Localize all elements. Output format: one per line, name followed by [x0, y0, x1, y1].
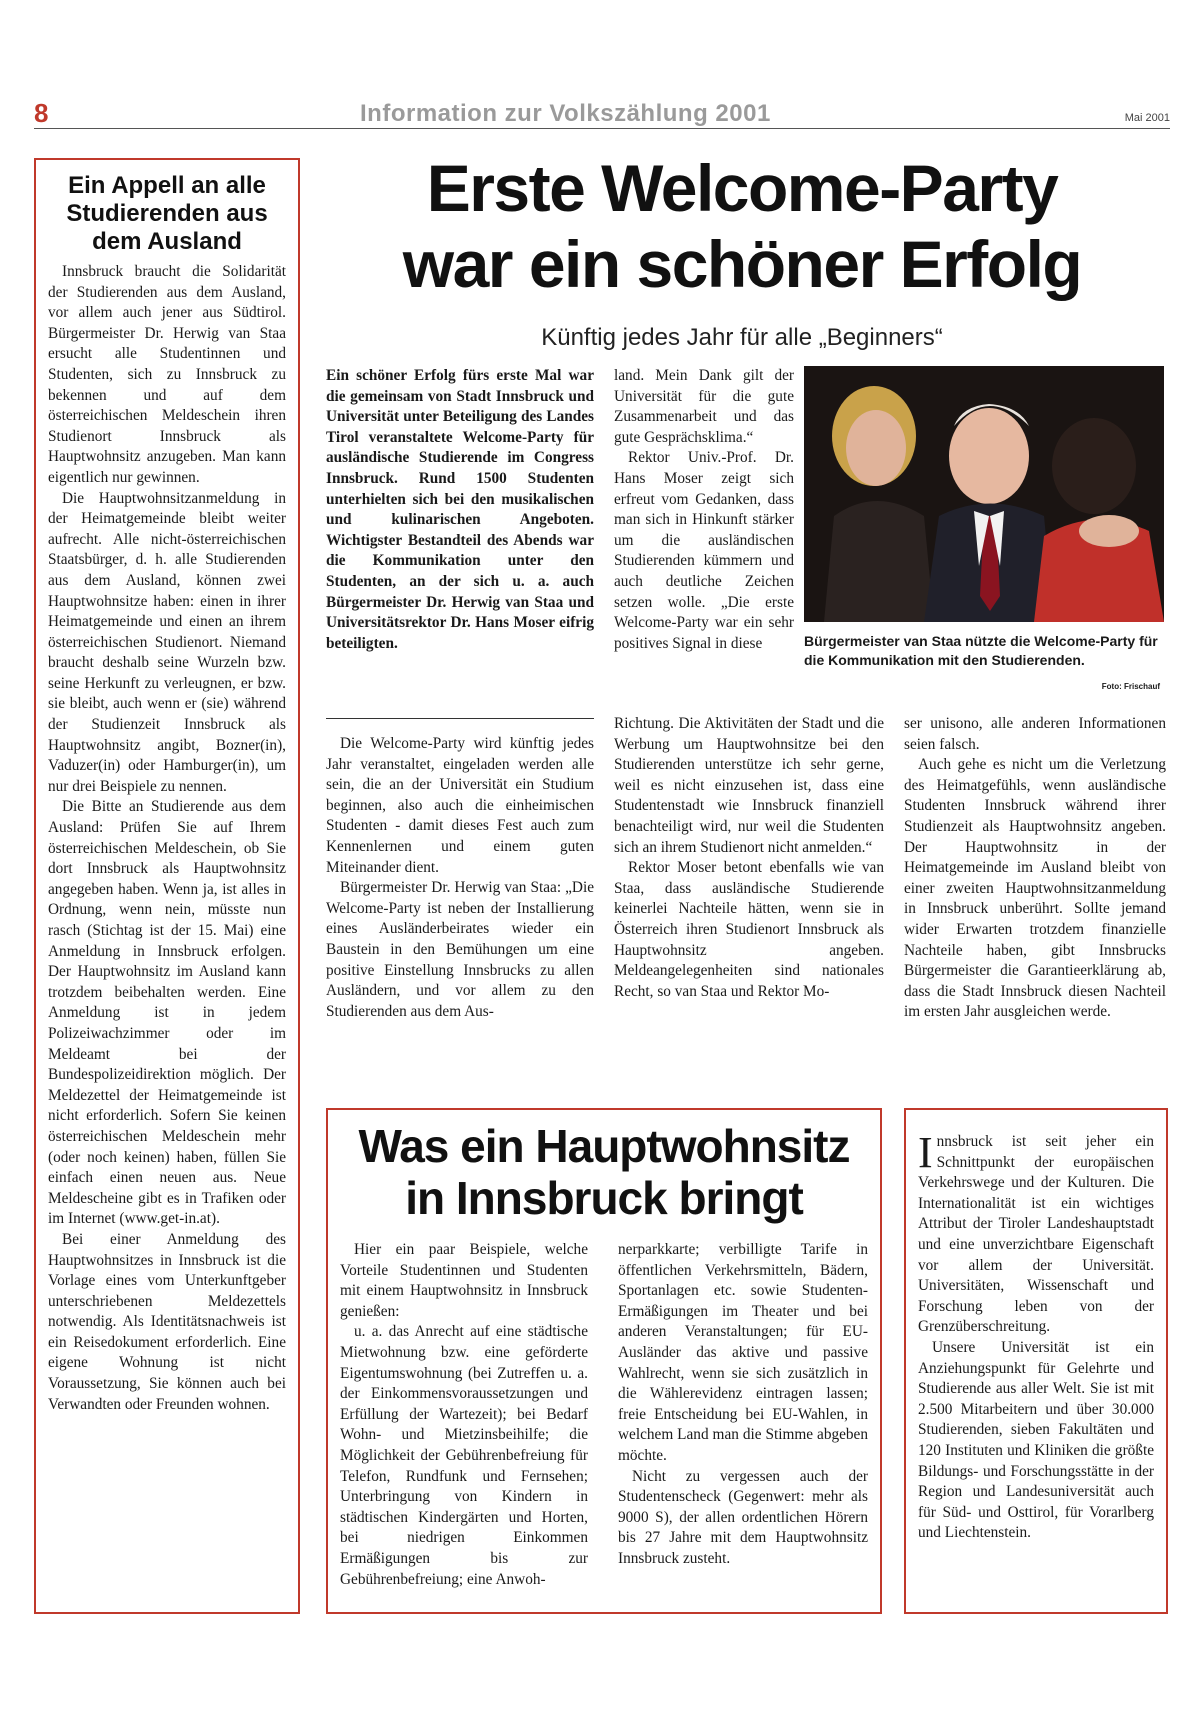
sidebar-box — [34, 158, 300, 1614]
box-headline — [338, 1120, 870, 1224]
article-column-3 — [904, 714, 1166, 1023]
lead-rule — [326, 718, 594, 719]
box-column-1 — [340, 1240, 588, 1590]
drop-cap: I — [918, 1128, 933, 1177]
right-box-paragraph — [918, 1128, 1154, 1338]
box-article — [326, 1108, 882, 1614]
article-subheadline: Künftig jedes Jahr für alle „Beginners“ — [541, 324, 943, 351]
running-title: Information zur Volkszählung 2001 — [360, 100, 771, 127]
article-paragraph: Die Welcome-Party wird künftig jedes Jahr veranstaltet, eingeladen werden alle sein, die an der Universität ein Studium beginnen, also auch die einheimischen Studenten - damit dieses Fest auch zum Kennenlernen und einem guten Miteinander dient. — [326, 735, 594, 876]
article-column-2-bottom — [614, 714, 884, 1002]
article-column-2-top — [614, 366, 794, 654]
article-lead: Ein schöner Erfolg fürs erste Mal war die gemeinsam von Stadt Innsbruck und Universität unter Beteiligung des Landes Tirol veranstaltete Welcome-Party für ausländische Studierende im Congress Innsbruck. Rund 1500 Studenten unterhielten sich bei den musikalischen und kulinarischen Angeboten. Wichtigster Bestandteil des Abends war die Kommunikation unter den Studenten, an der sich u. a. auch Bürgermeister Dr. Herwig van Staa und Universitätsrektor Dr. Hans Moser eifrig beteiligten. — [326, 367, 594, 652]
sidebar-paragraph: Die Hauptwohnsitzanmeldung in der Heimatgemeinde bleibt weiter aufrecht. Alle nicht-österreichischen Staatsbürger, d. h. alle Studierenden aus dem Ausland, können zwei Hauptwohnsitze haben: einen in ihrer Heimatgemeinde und einen an ihrem österreichischen Studienort. Niemand braucht deshalb seine Wurzeln bzw. seine Herkunft zu verleugnen, er bzw. sie bleibt, auch wenn er (sie) während der Studienzeit Innsbruck als Hauptwohnsitz angibt, Bozner(in), Vaduzer(in) oder Hamburger(in), um nur drei Beispiele zu nennen. — [48, 489, 286, 795]
box-headline-line-1: Was ein Hauptwohnsitz — [358, 1120, 850, 1172]
article-paragraph: Richtung. Die Aktivitäten der Stadt und die Werbung um Hauptwohnsitze bei den Studierenden unterstütze ich sehr gerne, weil es nicht einzusehen ist, dass eine Studentenstadt wie Innsbruck finanziell benachteiligt wird, nur weil die Studenten sich an ihrem Studienort nicht anmelden.“ — [614, 715, 884, 856]
photo-credit: Foto: Frischauf — [1101, 682, 1160, 691]
article-headline — [322, 150, 1162, 302]
article-paragraph: Rektor Univ.-Prof. Dr. Hans Moser zeigt sich erfreut vom Gedanken, dass man sich in Hinkunft stärker um die ausländischen Studierenden kümmern und auch deutliche Zeichen setzen wolle. „Die erste Welcome-Party war ein sehr positives Signal in diese — [614, 449, 794, 652]
box-headline-line-2: in Innsbruck bringt — [405, 1172, 803, 1224]
issue-date: Mai 2001 — [1124, 112, 1170, 124]
right-box-text: nnsbruck ist seit jeher ein Schnittpunkt der europäischen Verkehrswege und der Kulturen. Die Internationalität ist ein wichtiges Attribut der Tiroler Landeshauptstadt und eine unverzichtbare Eigenschaft vor allem der Universität. Universitäten, Wissenschaft und Forschung leben von der Grenzüberschreitung. — [918, 1133, 1154, 1336]
article-paragraph: Rektor Moser betont ebenfalls wie van Staa, dass ausländische Studierende keinerlei Nachteile hätten, wenn sie in Österreich ihren Studienort Innsbruck als Hauptwohnsitz angeben. Meldeangelegenheiten sind nationales Recht, so van Staa und Rektor Mo- — [614, 859, 884, 1000]
sidebar-paragraph: Bei einer Anmeldung des Hauptwohnsitzes in Innsbruck ist die Vorlage eines vom Unterkunftgeber unterschriebenen Meldezettels notwendig. Als Identitätsnachweis ist ein Reisedokument erforderlich. Eine eigene Wohnung ist nicht Voraussetzung, Sie können auch bei Verwandten oder Freunden wohnen. — [48, 1230, 286, 1413]
headline-line-2: war ein schöner Erfolg — [402, 227, 1082, 301]
header-rule — [34, 128, 1170, 129]
box-paragraph: Nicht zu vergessen auch der Studentenscheck (Gegenwert: mehr als 9000 S), der allen ordentlichen Hörern bis 27 Jahre mit dem Hauptwohnsitz Innsbruck zusteht. — [618, 1467, 868, 1567]
article-paragraph: Auch gehe es nicht um die Verletzung des Heimatgefühls, wenn ausländische Studenten Innsbruck während ihrer Studienzeit als Hauptwohnsitz angeben. Der Hauptwohnsitz in der Heimatgemeinde im Ausland bleibt von einer zweiten Hauptwohnsitzanmeldung in Innsbruck unberührt. Sollte jemand wider Erwarten trotzdem finanzielle Nachteile haben, gibt Innsbrucks Bürgermeister die Garantieerklärung ab, dass die Stadt Innsbruck diesen Nachteil im ersten Jahr ausgleichen werde. — [904, 756, 1166, 1021]
right-box-body — [918, 1128, 1154, 1544]
box-paragraph: u. a. das Anrecht auf eine städtische Mietwohnung bzw. eine geförderte Eigentumswohnung (bei Zutreffen u. a. der Einkommensvoraussetzungen und Erfüllung der Wartezeit); bei Bedarf Wohn- und Mietzinsbeihilfe; die Möglichkeit der Gebührenbefreiung für Telefon, Rundfunk und Fernsehen; Unterbringung von Kindern in städtischen Kindergärten und Horten, bei niedrigen Einkommen Ermäßigungen bis zur Gebührenbefreiung; eine Anwoh- — [340, 1323, 588, 1588]
article-paragraph: ser unisono, alle anderen Informationen seien falsch. — [904, 715, 1166, 753]
box-paragraph: nerparkkarte; verbilligte Tarife in öffentlichen Verkehrsmitteln, Bädern, Sportanlagen etc. sowie Studenten-Ermäßigungen im Theater und bei anderen Veranstaltungen; für EU-Ausländer das aktive und passive Wahlrecht, wenn sie sich zusätzlich in die Wählerevidenz eintragen lassen; freie Entscheidung bei EU-Wahlen, in welchem Land man die Stimme abgeben möchte. — [618, 1241, 868, 1464]
right-box-paragraph: Unsere Universität ist ein Anziehungspunkt für Gelehrte und Studierende aus aller Welt. Sie ist mit 2.500 Mitarbeitern und über 30.000 Studierenden, sieben Fakultäten und 120 Instituten und Kliniken die größte Bildungs- und Forschungsstätte in der Region und Landesuniversität auch für Süd- und Osttirol, für Vorarlberg und Liechtenstein. — [918, 1338, 1154, 1542]
sidebar-title: Ein Appell an alle Studierenden aus dem Ausland — [66, 172, 268, 255]
box-paragraph: Hier ein paar Beispiele, welche Vorteile Studentinnen und Studenten mit einem Hauptwohnsitz in Innsbruck genießen: — [340, 1241, 588, 1320]
article-column-1 — [326, 734, 594, 1022]
article-paragraph: Bürgermeister Dr. Herwig van Staa: „Die Welcome-Party ist neben der Installierung eines Ausländerbeirates wieder ein Baustein in den Bemühungen um eine positive Einstellung Innsbrucks zu allen Ausländern, und vor allem zu den Studierenden aus dem Aus- — [326, 879, 594, 1020]
party-photo — [804, 366, 1164, 622]
right-box — [904, 1108, 1168, 1614]
article-paragraph: land. Mein Dank gilt der Universität für die gute Zusammenarbeit und das gute Gesprächsklima.“ — [614, 367, 794, 446]
party-photo-illustration — [804, 366, 1164, 622]
sidebar-body — [48, 262, 286, 1415]
photo-caption: Bürgermeister van Staa nützte die Welcome-Party für die Kommunikation mit den Studierenden. — [804, 633, 1158, 668]
headline-line-1: Erste Welcome-Party — [426, 151, 1058, 225]
page-number: 8 — [34, 98, 49, 128]
box-column-2 — [618, 1240, 868, 1570]
sidebar-paragraph: Die Bitte an Studierende aus dem Ausland: Prüfen Sie auf Ihrem österreichischen Meldeschein, ob Sie dort Innsbruck als Hauptwohnsitz angegeben haben. Wenn ja, ist alles in Ordnung, wenn nein, müsste nun rasch (Stichtag ist der 15. Mai) eine Anmeldung in Innsbruck erfolgen. Der Hauptwohnsitz im Ausland kann trotzdem beibehalten werden. Eine Anmeldung ist in jedem Polizeiwachzimmer oder im Meldeamt bei der Bundespolizeidirektion möglich. Der Meldezettel der Heimatgemeinde ist nicht erforderlich. Sofern Sie keinen österreichischen Meldeschein mehr (oder noch keinen) haben, füllen Sie einfach einen neuen aus. Neue Meldescheine gibt es in Trafiken oder im Internet (www.get-in.at). — [48, 798, 286, 1228]
sidebar-paragraph: Innsbruck braucht die Solidarität der Studierenden aus dem Ausland, vor allem auch jener aus Südtirol. Bürgermeister Dr. Herwig van Staa ersucht alle Studentinnen und Studenten, sich zu Innsbruck zu bekennen und auf dem österreichischen Meldeschein ihren Studienort Innsbruck als Hauptwohnsitz anzugeben. Man kann eigentlich nur gewinnen. — [48, 263, 286, 486]
